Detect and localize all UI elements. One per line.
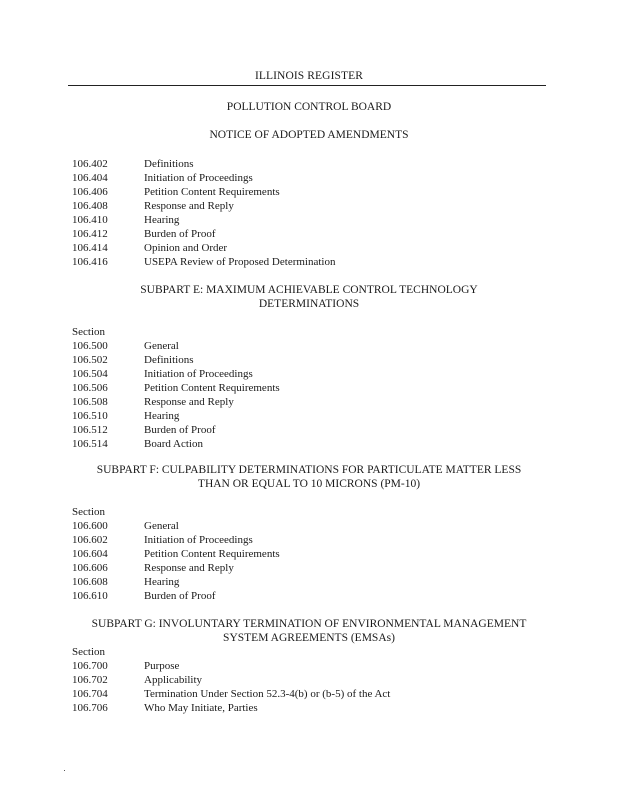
list-item xyxy=(72,423,280,437)
section-number: 106.704 xyxy=(72,688,108,700)
list-item xyxy=(72,157,335,171)
list-item xyxy=(72,547,280,561)
section-title: Response and Reply xyxy=(144,200,234,212)
list-item xyxy=(72,395,280,409)
section-number: 106.602 xyxy=(72,534,108,546)
section-label: Section xyxy=(72,326,105,338)
section-number: 106.416 xyxy=(72,256,108,268)
section-title: Who May Initiate, Parties xyxy=(144,702,258,714)
section-number: 106.410 xyxy=(72,214,108,226)
section-label: Section xyxy=(72,646,105,658)
section-title: Burden of Proof xyxy=(144,228,216,240)
section-number: 106.406 xyxy=(72,186,108,198)
list-item xyxy=(72,687,390,701)
section-number: 106.414 xyxy=(72,242,108,254)
section-title: Board Action xyxy=(144,438,203,450)
list-item xyxy=(72,185,335,199)
section-number: 106.700 xyxy=(72,660,108,672)
section-number: 106.608 xyxy=(72,576,108,588)
list-item xyxy=(72,241,335,255)
section-title: Hearing xyxy=(144,576,180,588)
register-title: ILLINOIS REGISTER xyxy=(254,70,364,82)
subpart-f-heading-line1: SUBPART F: CULPABILITY DETERMINATIONS FOR PARTICULATE MATTER LESS xyxy=(96,464,522,476)
section-title: Response and Reply xyxy=(144,562,234,574)
subpart-g-heading-line2: SYSTEM AGREEMENTS (EMSAs) xyxy=(223,632,395,644)
section-number: 106.604 xyxy=(72,548,108,560)
list-item xyxy=(72,353,280,367)
section-title: Petition Content Requirements xyxy=(144,548,280,560)
section-title: Termination Under Section 52.3-4(b) or (b-5) of the Act xyxy=(144,688,391,700)
list-item xyxy=(72,381,280,395)
list-item xyxy=(72,673,390,687)
list-item xyxy=(72,533,280,547)
section-number: 106.508 xyxy=(72,396,108,408)
section-title: General xyxy=(144,520,179,532)
list-item xyxy=(72,339,280,353)
list-item xyxy=(72,367,280,381)
subpart-g-heading xyxy=(60,617,558,645)
list-item xyxy=(72,519,280,533)
section-number: 106.514 xyxy=(72,438,108,450)
section-number: 106.606 xyxy=(72,562,108,574)
toc-subpart-d xyxy=(72,157,335,269)
list-item xyxy=(72,701,390,715)
section-number: 106.512 xyxy=(72,424,108,436)
subpart-f-heading-line2: THAN OR EQUAL TO 10 MICRONS (PM-10) xyxy=(197,478,421,490)
list-item xyxy=(72,409,280,423)
subpart-f-heading xyxy=(60,463,558,491)
section-number: 106.510 xyxy=(72,410,108,422)
section-title: USEPA Review of Proposed Determination xyxy=(144,256,336,268)
section-number: 106.600 xyxy=(72,520,108,532)
section-number: 106.412 xyxy=(72,228,108,240)
section-number: 106.610 xyxy=(72,590,108,602)
section-title: Hearing xyxy=(144,214,180,226)
section-title: Definitions xyxy=(144,158,194,170)
scan-speck xyxy=(64,770,65,771)
section-number: 106.706 xyxy=(72,702,108,714)
list-item xyxy=(72,171,335,185)
section-title: Hearing xyxy=(144,410,180,422)
section-title: Applicability xyxy=(144,674,203,686)
subpart-e-heading-line2: DETERMINATIONS xyxy=(258,298,360,310)
list-item xyxy=(72,437,280,451)
list-item xyxy=(72,255,335,269)
header-divider xyxy=(68,85,546,86)
section-title: Initiation of Proceedings xyxy=(144,368,253,380)
list-item xyxy=(72,227,335,241)
subpart-e-heading-line1: SUBPART E: MAXIMUM ACHIEVABLE CONTROL TECHNOLOGY xyxy=(140,284,478,296)
subpart-g-heading-line1: SUBPART G: INVOLUNTARY TERMINATION OF ENVIRONMENTAL MANAGEMENT xyxy=(91,618,527,630)
section-number: 106.408 xyxy=(72,200,108,212)
section-title: Petition Content Requirements xyxy=(144,186,280,198)
list-item xyxy=(72,589,280,603)
section-title: Response and Reply xyxy=(144,396,234,408)
list-item xyxy=(72,213,335,227)
list-item xyxy=(72,199,335,213)
board-name: POLLUTION CONTROL BOARD xyxy=(226,101,392,113)
section-label: Section xyxy=(72,506,105,518)
section-number: 106.504 xyxy=(72,368,108,380)
section-number: 106.702 xyxy=(72,674,108,686)
toc-subpart-g xyxy=(72,659,390,715)
section-title: Initiation of Proceedings xyxy=(144,534,253,546)
section-title: Purpose xyxy=(144,660,180,672)
section-title: General xyxy=(144,340,179,352)
section-title: Burden of Proof xyxy=(144,424,216,436)
list-item xyxy=(72,659,390,673)
list-item xyxy=(72,575,280,589)
section-title: Petition Content Requirements xyxy=(144,382,280,394)
notice-title: NOTICE OF ADOPTED AMENDMENTS xyxy=(209,129,409,141)
section-number: 106.506 xyxy=(72,382,108,394)
toc-subpart-e xyxy=(72,339,280,451)
section-number: 106.502 xyxy=(72,354,108,366)
section-title: Definitions xyxy=(144,354,194,366)
section-number: 106.402 xyxy=(72,158,108,170)
section-title: Burden of Proof xyxy=(144,590,216,602)
section-title: Initiation of Proceedings xyxy=(144,172,253,184)
section-title: Opinion and Order xyxy=(144,242,228,254)
section-number: 106.500 xyxy=(72,340,108,352)
list-item xyxy=(72,561,280,575)
section-number: 106.404 xyxy=(72,172,108,184)
toc-subpart-f xyxy=(72,519,280,603)
subpart-e-heading xyxy=(60,283,558,311)
